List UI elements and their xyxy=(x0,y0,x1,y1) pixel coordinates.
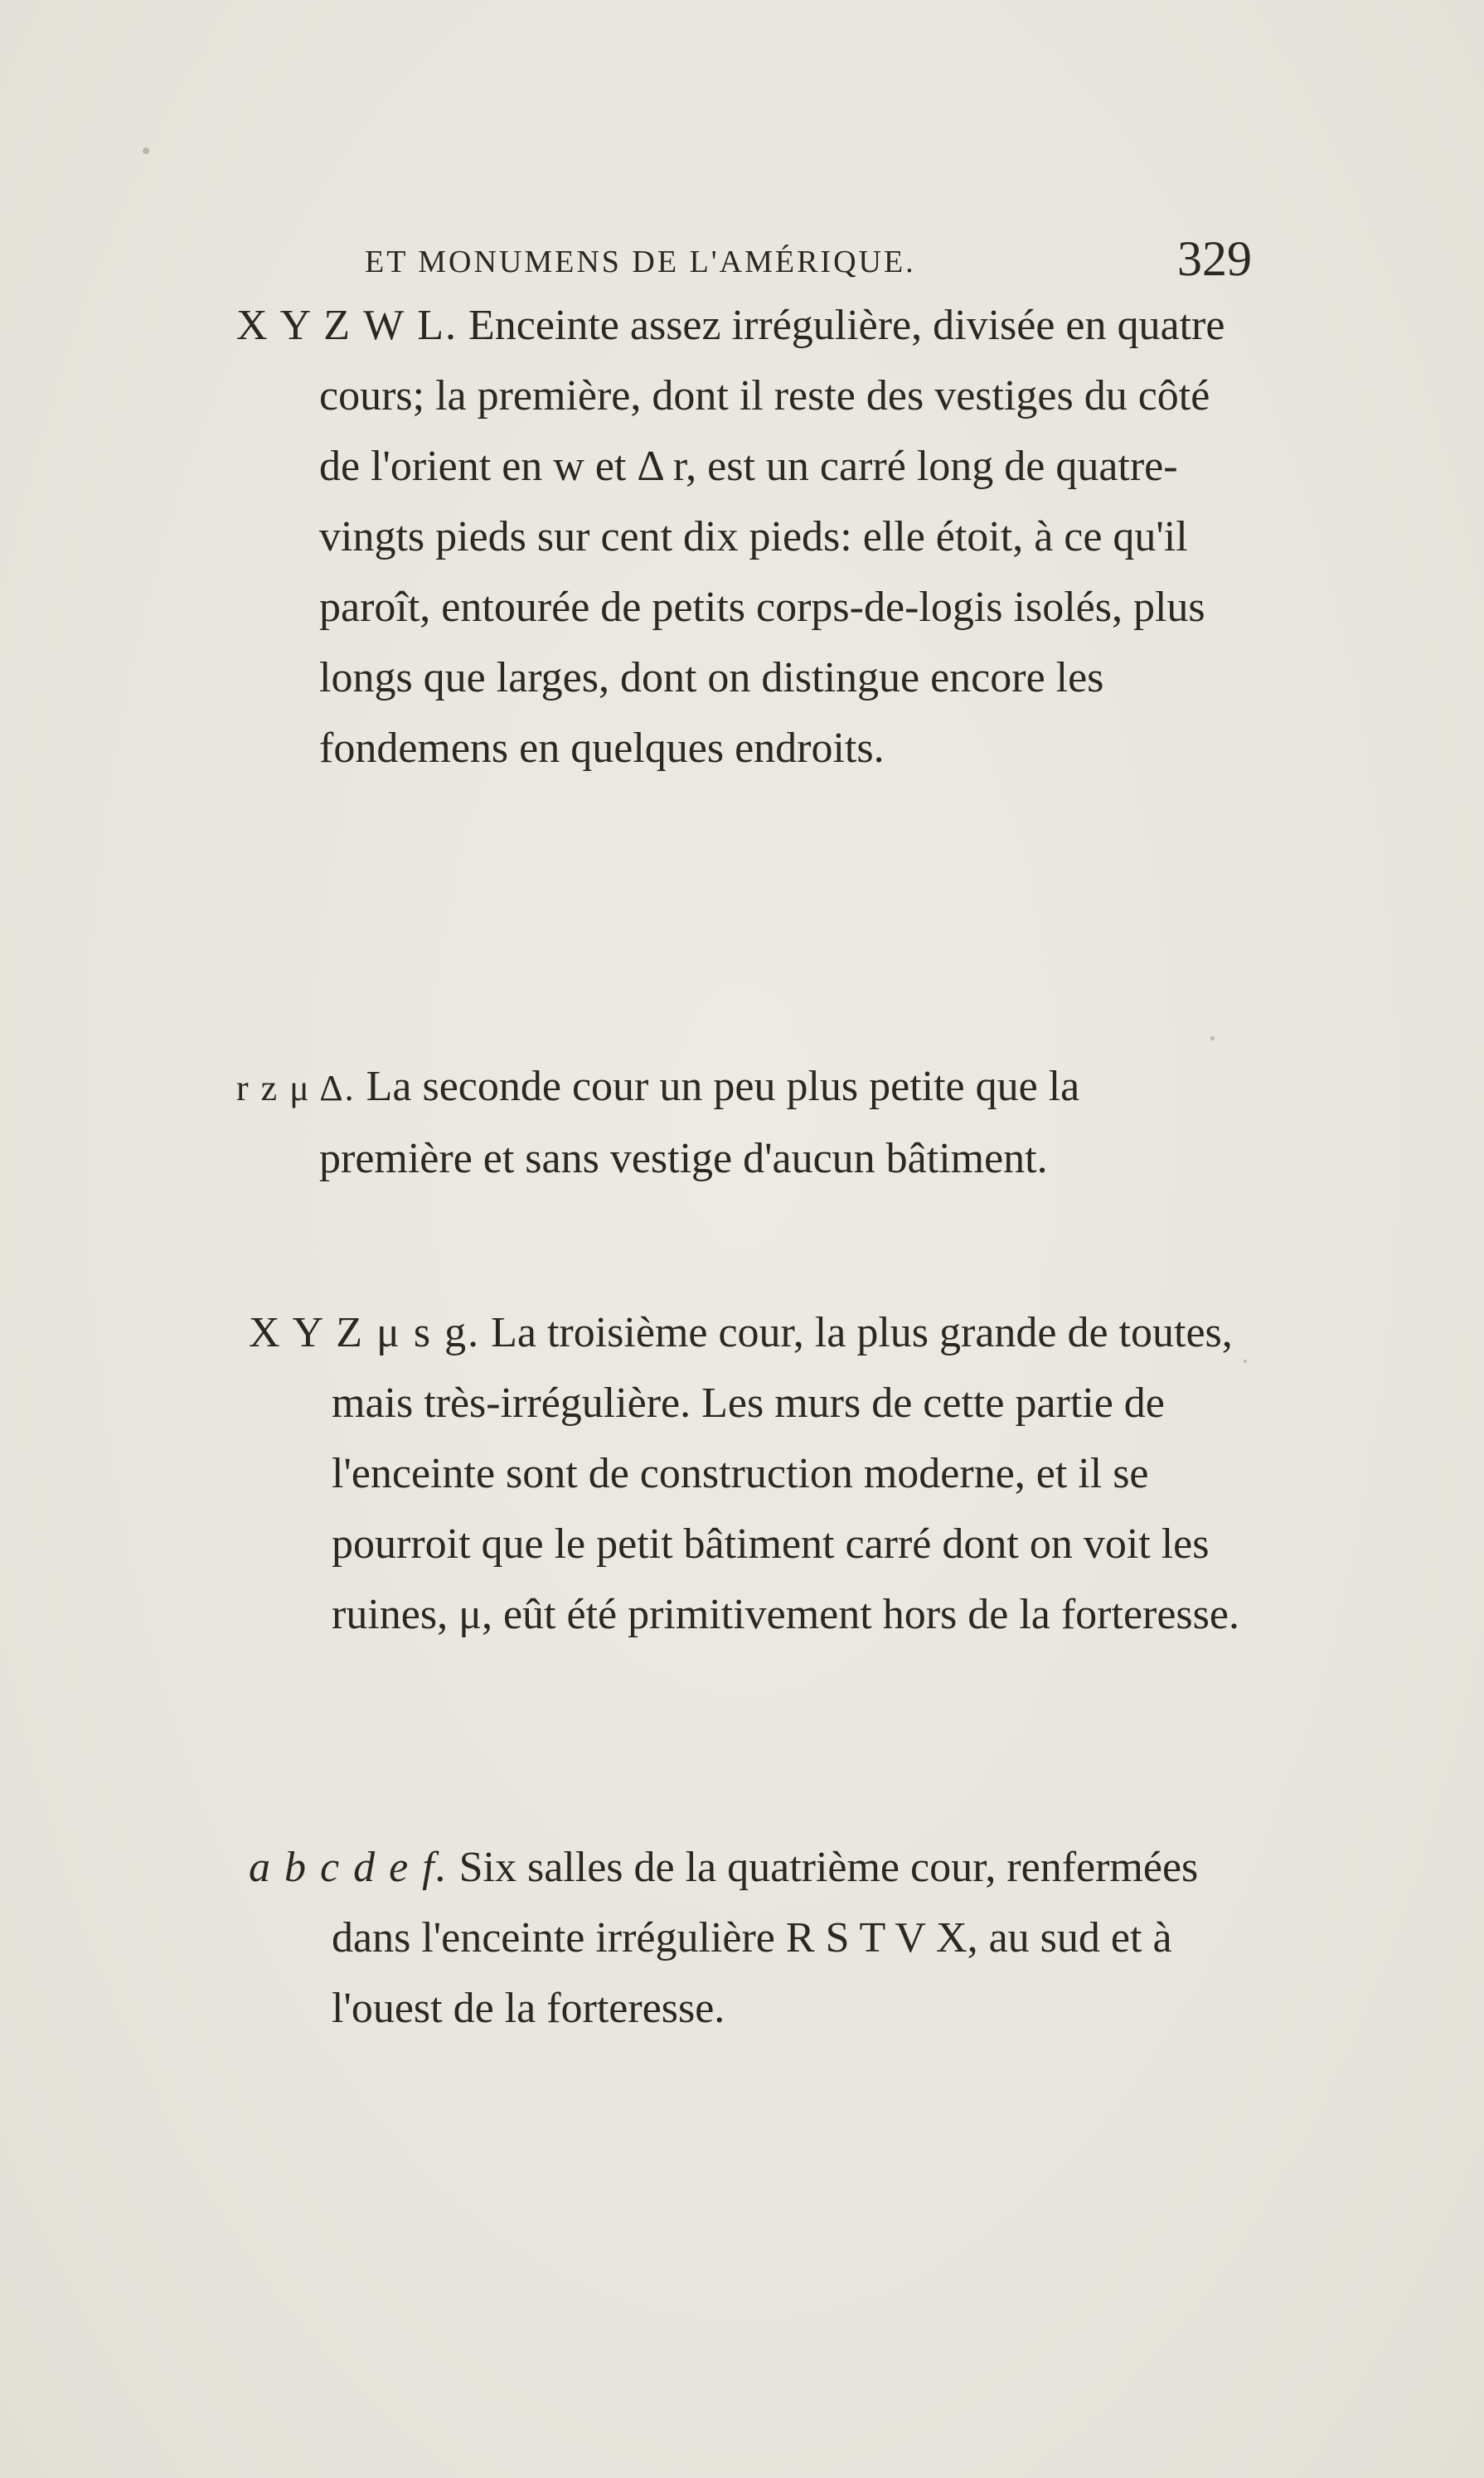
page-header xyxy=(365,231,1252,292)
entry-label: r z μ Δ. xyxy=(236,1068,356,1108)
paper-speck xyxy=(143,148,149,154)
entry-third-court xyxy=(249,1297,1244,1650)
entry-fourth-court xyxy=(249,1832,1244,2044)
running-title: ET MONUMENS DE L'AMÉRIQUE. xyxy=(365,245,916,279)
entry-text: La seconde cour un peu plus petite que la première et sans vestige d'aucun bâtiment. xyxy=(319,1063,1080,1182)
entry-text: La troisième cour, la plus grande de toutes, mais très-irrégulière. Les murs de cette partie de l'enceinte sont de construction moderne, et il se pourroit que le petit bâtiment carré dont on voit les ruines, μ, eût été primitivement hors de la forteresse. xyxy=(332,1309,1239,1638)
page-number: 329 xyxy=(1177,231,1252,286)
paper-speck xyxy=(1244,1360,1247,1363)
entry-label: X Y Z μ s g. xyxy=(249,1309,481,1356)
entry-enclosure xyxy=(236,290,1231,783)
entry-text: Six salles de la quatrième cour, renfermées dans l'enceinte irrégulière R S T V X, au sud et à l'ouest de la forteresse. xyxy=(332,1844,1199,2032)
entry-second-court xyxy=(236,1051,1231,1194)
entry-text: Enceinte assez irrégulière, divisée en quatre cours; la première, dont il reste des vestiges du côté de l'orient en w et Δ r, est un carré long de quatre-vingts pieds sur cent dix pieds: elle étoit, à ce qu'il paroît, entourée de petits corps-de-logis isolés, plus longs que larges, dont on distingue encore les fondemens en quelques endroits. xyxy=(319,302,1225,772)
entry-label: X Y Z W L. xyxy=(236,302,458,349)
entry-label: a b c d e f. xyxy=(249,1844,449,1891)
paper-speck xyxy=(1210,1036,1215,1040)
